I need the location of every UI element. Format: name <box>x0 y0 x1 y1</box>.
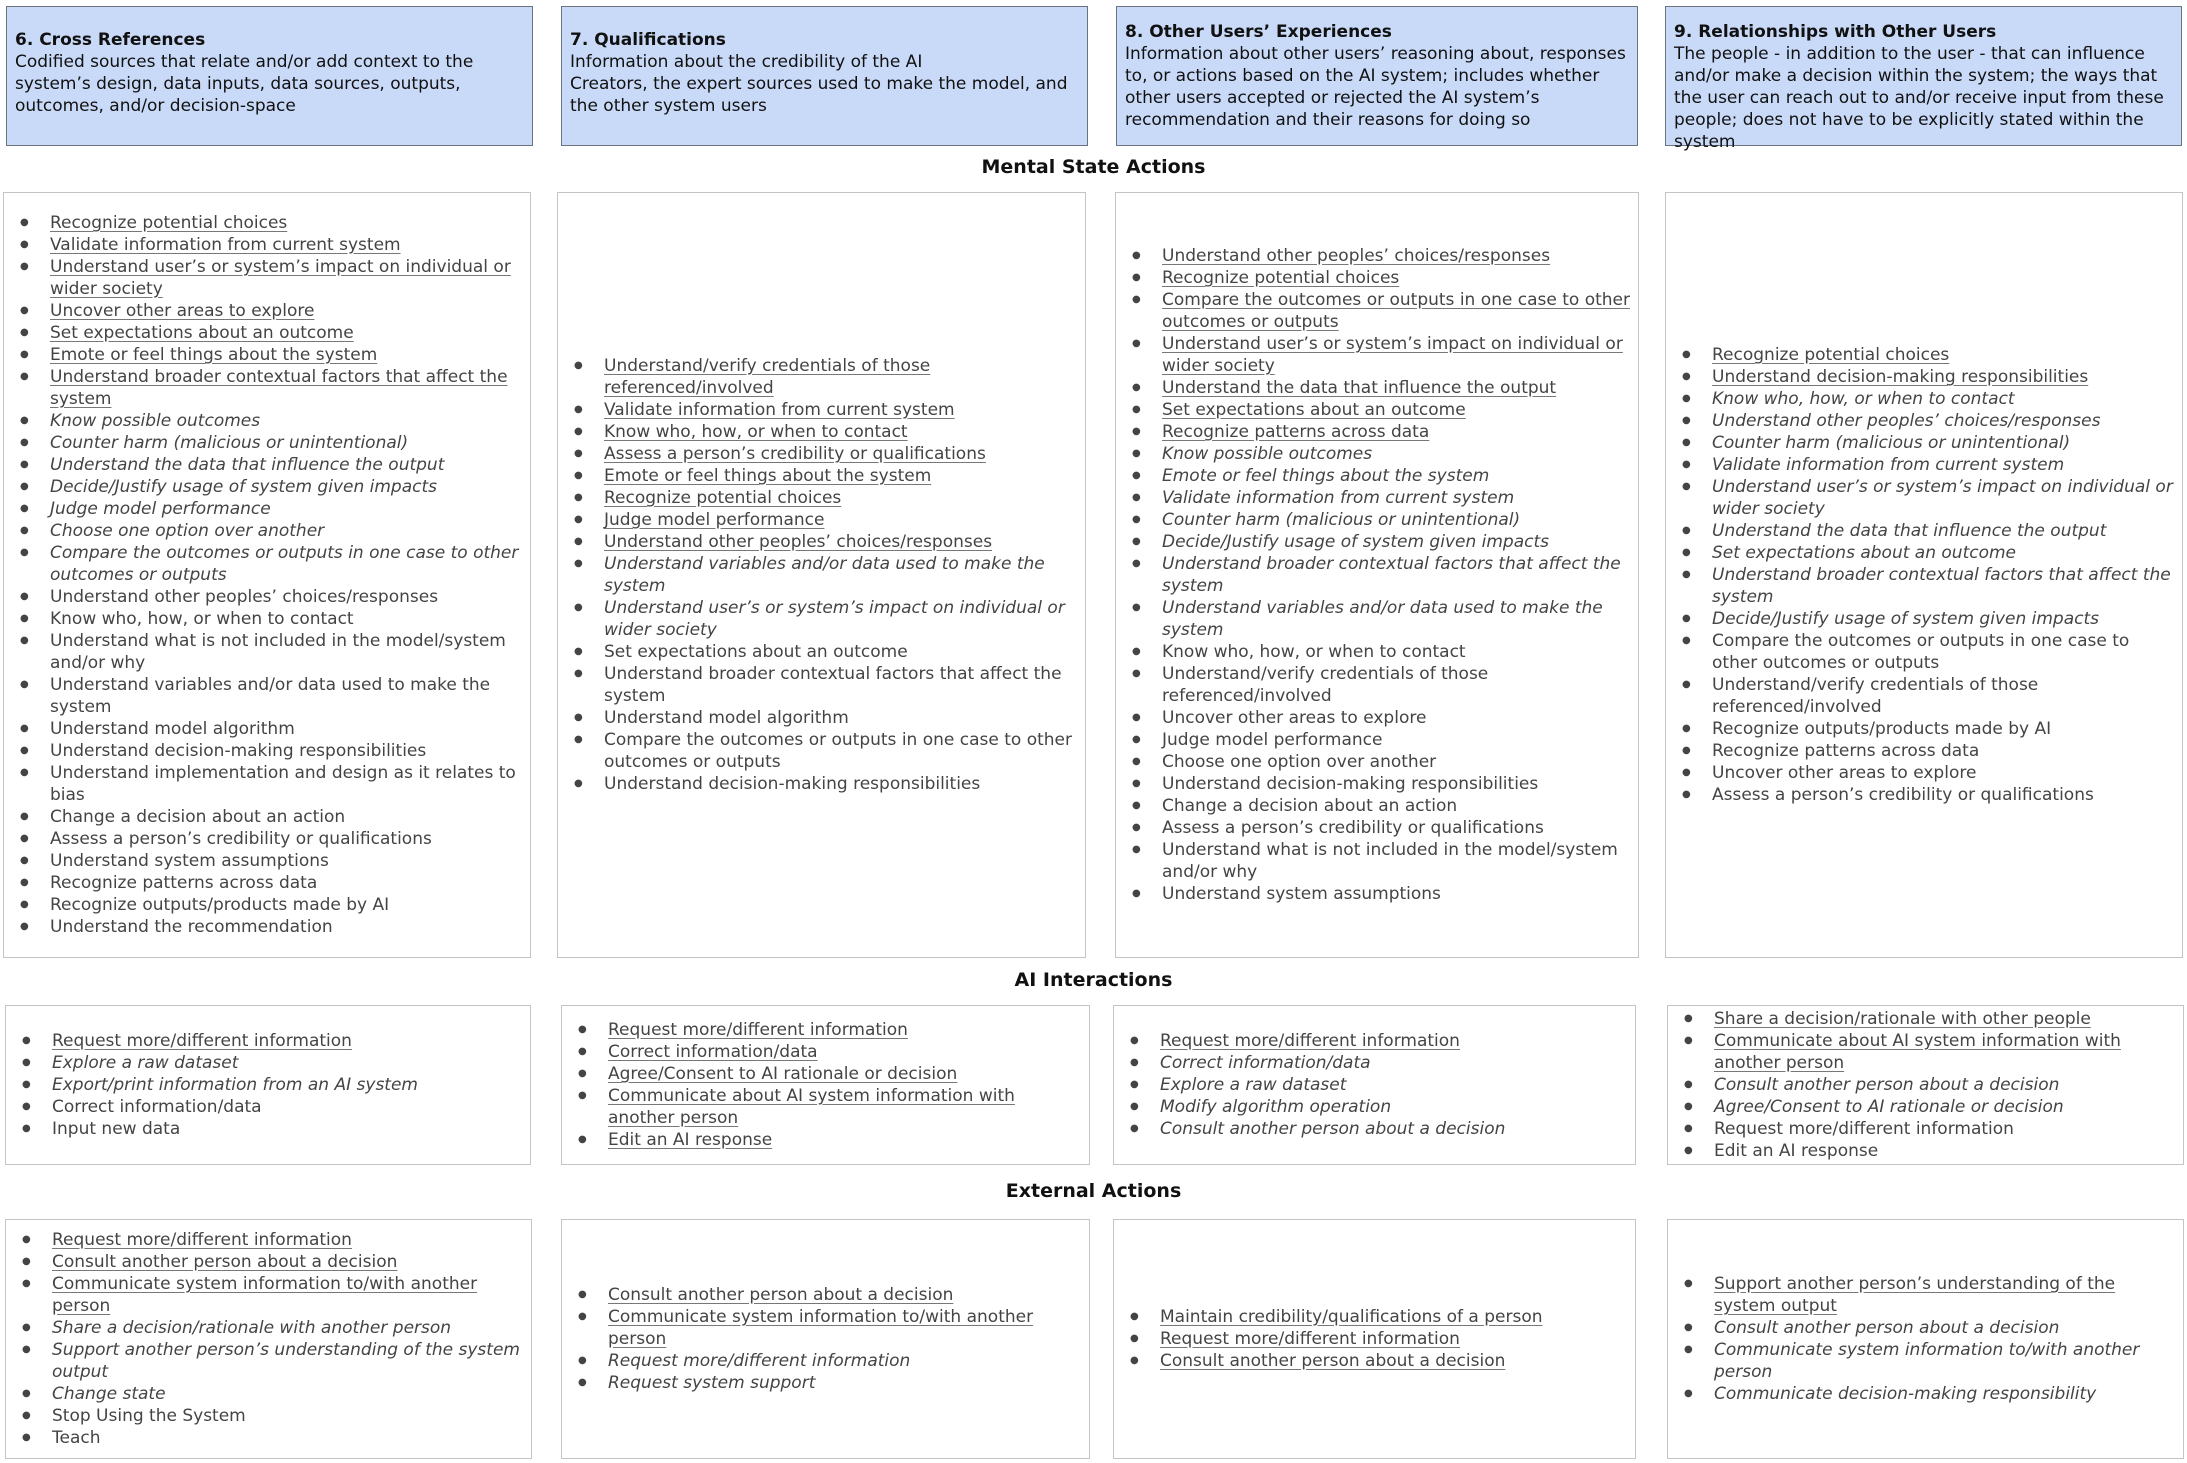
list-item: ● Change a decision about an action <box>1126 795 1634 817</box>
list-item: ● Compare the outcomes or outputs in one case to other outcomes or outputs <box>1126 289 1634 333</box>
list-item: ● Recognize potential choices <box>14 212 526 234</box>
list-item: ● Understand other peoples’ choices/responses <box>14 586 526 608</box>
list-item: ● Emote or feel things about the system <box>568 465 1081 487</box>
list-item: ● Understand other peoples’ choices/responses <box>1126 245 1634 267</box>
column-description: Information about other users’ reasoning about, responses to, or actions based on the AI system; includes whether other users accepted or rejected the AI system’s recommendation and their reasons for doing so <box>1125 44 1626 130</box>
external-actions-box-other-users-experiences <box>1113 1219 1636 1459</box>
list-item: ● Explore a raw dataset <box>16 1052 526 1074</box>
ai-interactions-list <box>6 1030 530 1140</box>
list-item: ● Uncover other areas to explore <box>1676 762 2178 784</box>
list-item: ● Set expectations about an outcome <box>1676 542 2178 564</box>
list-item: ● Correct information/data <box>16 1096 526 1118</box>
list-item: ● Understand broader contextual factors that affect the system <box>14 366 526 410</box>
section-title-ai-interactions: AI Interactions <box>1014 969 1173 991</box>
list-item: ● Request more/different information <box>572 1350 1085 1372</box>
list-item: ● Decide/Justify usage of system given impacts <box>1676 608 2178 630</box>
list-item: ● Request more/different information <box>572 1019 1085 1041</box>
list-item: ● Set expectations about an outcome <box>1126 399 1634 421</box>
ai-interactions-box-other-users-experiences <box>1113 1005 1636 1165</box>
list-item: ● Compare the outcomes or outputs in one case to other outcomes or outputs <box>1676 630 2178 674</box>
list-item: ● Correct information/data <box>1124 1052 1631 1074</box>
ai-interactions-box-cross-references <box>5 1005 531 1165</box>
mental-actions-list <box>1666 344 2182 806</box>
column-description: Information about the credibility of the AI Creators, the expert sources used to make the model, and the other system users <box>570 52 1068 116</box>
list-item: ● Understand the recommendation <box>14 916 526 938</box>
list-item: ● Recognize patterns across data <box>1676 740 2178 762</box>
list-item: ● Understand the data that influence the output <box>1126 377 1634 399</box>
column-title: 8. Other Users’ Experiences <box>1125 22 1392 42</box>
list-item: ● Know possible outcomes <box>1126 443 1634 465</box>
list-item: ● Understand decision-making responsibilities <box>14 740 526 762</box>
list-item: ● Consult another person about a decision <box>1124 1350 1631 1372</box>
list-item: ● Recognize patterns across data <box>14 872 526 894</box>
list-item: ● Assess a person’s credibility or qualifications <box>1676 784 2178 806</box>
external-actions-list <box>1668 1273 2183 1405</box>
list-item: ● Understand model algorithm <box>14 718 526 740</box>
list-item: ● Request more/different information <box>1124 1328 1631 1350</box>
list-item: ● Understand user’s or system’s impact on individual or wider society <box>568 597 1081 641</box>
list-item: ● Understand model algorithm <box>568 707 1081 729</box>
column-title: 9. Relationships with Other Users <box>1674 22 1997 42</box>
list-item: ● Export/print information from an AI system <box>16 1074 526 1096</box>
list-item: ● Edit an AI response <box>572 1129 1085 1151</box>
list-item: ● Agree/Consent to AI rationale or decision <box>1678 1096 2179 1118</box>
list-item: ● Compare the outcomes or outputs in one case to other outcomes or outputs <box>14 542 526 586</box>
list-item: ● Assess a person’s credibility or qualifications <box>1126 817 1634 839</box>
list-item: ● Understand implementation and design as it relates to bias <box>14 762 526 806</box>
list-item: ● Decide/Justify usage of system given impacts <box>14 476 526 498</box>
list-item: ● Understand variables and/or data used to make the system <box>14 674 526 718</box>
list-item: ● Consult another person about a decision <box>16 1251 527 1273</box>
list-item: ● Know who, how, or when to contact <box>1676 388 2178 410</box>
list-item: ● Know possible outcomes <box>14 410 526 432</box>
list-item: ● Judge model performance <box>14 498 526 520</box>
column-header-cross-references <box>6 6 533 146</box>
list-item: ● Decide/Justify usage of system given impacts <box>1126 531 1634 553</box>
section-title-external-actions: External Actions <box>1005 1180 1182 1202</box>
mental-actions-list <box>1116 245 1638 905</box>
list-item: ● Understand variables and/or data used to make the system <box>568 553 1081 597</box>
list-item: ● Communicate about AI system information with another person <box>572 1085 1085 1129</box>
list-item: ● Consult another person about a decision <box>1124 1118 1631 1140</box>
list-item: ● Consult another person about a decision <box>572 1284 1085 1306</box>
list-item: ● Understand system assumptions <box>1126 883 1634 905</box>
ai-interactions-list <box>1114 1030 1635 1140</box>
ai-interactions-list <box>562 1019 1089 1151</box>
list-item: ● Counter harm (malicious or unintentional) <box>1126 509 1634 531</box>
list-item: ● Choose one option over another <box>14 520 526 542</box>
mental-actions-list <box>558 355 1085 795</box>
column-title: 6. Cross References <box>15 30 206 50</box>
list-item: ● Change a decision about an action <box>14 806 526 828</box>
mental-actions-box-other-users-experiences <box>1115 192 1639 958</box>
list-item: ● Understand the data that influence the output <box>1676 520 2178 542</box>
list-item: ● Understand/verify credentials of those referenced/involved <box>1126 663 1634 707</box>
list-item: ● Understand decision-making responsibilities <box>1676 366 2178 388</box>
list-item: ● Share a decision/rationale with another person <box>16 1317 527 1339</box>
column-description: Codified sources that relate and/or add context to the system’s design, data inputs, data sources, outputs, outcomes, and/or decision-space <box>15 52 474 116</box>
list-item: ● Assess a person’s credibility or qualifications <box>14 828 526 850</box>
list-item: ● Counter harm (malicious or unintentional) <box>14 432 526 454</box>
column-description: The people - in addition to the user - that can influence and/or make a decision within the system; the ways that the user can reach out to and/or receive input from these people; does not have to be explicitly stated within the system <box>1674 44 2164 152</box>
list-item: ● Assess a person’s credibility or qualifications <box>568 443 1081 465</box>
list-item: ● Uncover other areas to explore <box>1126 707 1634 729</box>
list-item: ● Stop Using the System <box>16 1405 527 1427</box>
list-item: ● Request more/different information <box>16 1030 526 1052</box>
list-item: ● Uncover other areas to explore <box>14 300 526 322</box>
list-item: ● Judge model performance <box>1126 729 1634 751</box>
ai-interactions-box-qualifications <box>561 1005 1090 1165</box>
mental-actions-list <box>4 212 530 938</box>
list-item: ● Recognize patterns across data <box>1126 421 1634 443</box>
list-item: ● Know who, how, or when to contact <box>14 608 526 630</box>
list-item: ● Understand user’s or system’s impact on individual or wider society <box>1676 476 2178 520</box>
list-item: ● Recognize potential choices <box>568 487 1081 509</box>
list-item: ● Know who, how, or when to contact <box>568 421 1081 443</box>
list-item: ● Recognize potential choices <box>1676 344 2178 366</box>
column-title: 7. Qualifications <box>570 30 726 50</box>
external-actions-list <box>6 1229 531 1449</box>
list-item: ● Validate information from current system <box>14 234 526 256</box>
list-item: ● Compare the outcomes or outputs in one case to other outcomes or outputs <box>568 729 1081 773</box>
list-item: ● Counter harm (malicious or unintentional) <box>1676 432 2178 454</box>
list-item: ● Recognize outputs/products made by AI <box>1676 718 2178 740</box>
list-item: ● Understand what is not included in the model/system and/or why <box>14 630 526 674</box>
mental-actions-box-relationships-other-users <box>1665 192 2183 958</box>
list-item: ● Choose one option over another <box>1126 751 1634 773</box>
list-item: ● Communicate system information to/with another person <box>16 1273 527 1317</box>
list-item: ● Understand decision-making responsibilities <box>1126 773 1634 795</box>
ai-interactions-box-relationships-other-users <box>1667 1005 2184 1165</box>
list-item: ● Communicate about AI system information with another person <box>1678 1030 2179 1074</box>
list-item: ● Communicate system information to/with another person <box>572 1306 1085 1350</box>
list-item: ● Understand broader contextual factors that affect the system <box>1126 553 1634 597</box>
list-item: ● Validate information from current system <box>1676 454 2178 476</box>
list-item: ● Request system support <box>572 1372 1085 1394</box>
column-header-relationships-other-users <box>1665 6 2182 152</box>
list-item: ● Teach <box>16 1427 527 1449</box>
list-item: ● Change state <box>16 1383 527 1405</box>
list-item: ● Emote or feel things about the system <box>1126 465 1634 487</box>
list-item: ● Understand system assumptions <box>14 850 526 872</box>
list-item: ● Agree/Consent to AI rationale or decision <box>572 1063 1085 1085</box>
list-item: ● Judge model performance <box>568 509 1081 531</box>
list-item: ● Support another person’s understanding of the system output <box>16 1339 527 1383</box>
list-item: ● Validate information from current system <box>1126 487 1634 509</box>
list-item: ● Communicate decision-making responsibility <box>1678 1383 2179 1405</box>
list-item: ● Maintain credibility/qualifications of a person <box>1124 1306 1631 1328</box>
list-item: ● Communicate system information to/with another person <box>1678 1339 2179 1383</box>
list-item: ● Emote or feel things about the system <box>14 344 526 366</box>
list-item: ● Set expectations about an outcome <box>14 322 526 344</box>
list-item: ● Modify algorithm operation <box>1124 1096 1631 1118</box>
list-item: ● Understand broader contextual factors that affect the system <box>1676 564 2178 608</box>
list-item: ● Edit an AI response <box>1678 1140 2179 1162</box>
external-actions-box-qualifications <box>561 1219 1090 1459</box>
column-header-qualifications <box>561 6 1088 146</box>
list-item: ● Understand other peoples’ choices/responses <box>568 531 1081 553</box>
list-item: ● Understand user’s or system’s impact on individual or wider society <box>1126 333 1634 377</box>
list-item: ● Consult another person about a decision <box>1678 1317 2179 1339</box>
external-actions-list <box>1114 1306 1635 1372</box>
ai-interactions-list <box>1668 1008 2183 1162</box>
list-item: ● Set expectations about an outcome <box>568 641 1081 663</box>
list-item: ● Understand/verify credentials of those referenced/involved <box>1676 674 2178 718</box>
list-item: ● Support another person’s understanding of the system output <box>1678 1273 2179 1317</box>
list-item: ● Validate information from current system <box>568 399 1081 421</box>
list-item: ● Understand decision-making responsibilities <box>568 773 1081 795</box>
list-item: ● Understand broader contextual factors that affect the system <box>568 663 1081 707</box>
list-item: ● Request more/different information <box>1678 1118 2179 1140</box>
list-item: ● Explore a raw dataset <box>1124 1074 1631 1096</box>
list-item: ● Share a decision/rationale with other people <box>1678 1008 2179 1030</box>
list-item: ● Consult another person about a decision <box>1678 1074 2179 1096</box>
list-item: ● Understand the data that influence the output <box>14 454 526 476</box>
external-actions-list <box>562 1284 1089 1394</box>
list-item: ● Request more/different information <box>16 1229 527 1251</box>
mental-actions-box-cross-references <box>3 192 531 958</box>
mental-actions-box-qualifications <box>557 192 1086 958</box>
list-item: ● Correct information/data <box>572 1041 1085 1063</box>
column-header-other-users-experiences <box>1116 6 1638 146</box>
external-actions-box-cross-references <box>5 1219 532 1459</box>
list-item: ● Request more/different information <box>1124 1030 1631 1052</box>
list-item: ● Input new data <box>16 1118 526 1140</box>
list-item: ● Understand variables and/or data used to make the system <box>1126 597 1634 641</box>
list-item: ● Understand other peoples’ choices/responses <box>1676 410 2178 432</box>
list-item: ● Know who, how, or when to contact <box>1126 641 1634 663</box>
list-item: ● Recognize potential choices <box>1126 267 1634 289</box>
section-title-mental-state-actions: Mental State Actions <box>981 156 1206 178</box>
list-item: ● Understand what is not included in the model/system and/or why <box>1126 839 1634 883</box>
external-actions-box-relationships-other-users <box>1667 1219 2184 1459</box>
list-item: ● Understand user’s or system’s impact on individual or wider society <box>14 256 526 300</box>
list-item: ● Understand/verify credentials of those referenced/involved <box>568 355 1081 399</box>
list-item: ● Recognize outputs/products made by AI <box>14 894 526 916</box>
